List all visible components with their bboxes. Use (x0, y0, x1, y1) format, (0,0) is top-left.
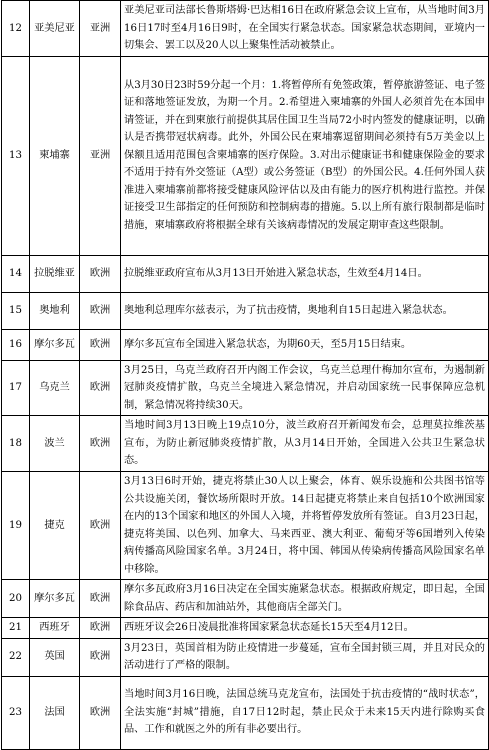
measure-detail: 西班牙议会26日凌晨批准将国家紧急状态延长15天至4月12日。 (121, 618, 489, 639)
table-row (2, 255, 489, 292)
row-number: 18 (2, 416, 30, 472)
region: 欧洲 (80, 360, 121, 416)
row-number: 19 (2, 472, 30, 580)
country-name: 摩尔多瓦 (30, 329, 80, 360)
country-measures-table (1, 0, 489, 750)
country-name: 法国 (30, 676, 80, 749)
measure-detail: 摩尔多瓦政府3月16日决定在全国实施紧急状态。根据政府规定，即日起，全国除食品店、药店和加油站外，其他商店全部关门。 (121, 580, 489, 618)
region: 欧洲 (80, 676, 121, 749)
country-name: 奥地利 (30, 292, 80, 329)
region: 欧洲 (80, 618, 121, 639)
region: 欧洲 (80, 580, 121, 618)
table-row (2, 676, 489, 749)
row-number: 16 (2, 329, 30, 360)
measure-detail: 3月25日，乌克兰政府召开内阁工作会议，乌克兰总理什梅加尔宣布，为遏制新冠肺炎疫情扩散，乌克兰全境进入紧急情况，并启动国家统一民事保障应急机制，紧急情况将持续30天。 (121, 360, 489, 416)
country-name: 波兰 (30, 416, 80, 472)
country-name: 西班牙 (30, 618, 80, 639)
measure-detail: 拉脱维亚政府宣布从3月13日开始进入紧急状态，生效至4月14日。 (121, 255, 489, 292)
table-row (2, 1, 489, 57)
table-row (2, 638, 489, 676)
measure-detail: 当地时间3月13日晚上19点10分，波兰政府召开新闻发布会，总理莫拉维茨基宣布，为防止新冠肺炎疫情扩散，从3月14日开始，全国进入公共卫生紧急状态。 (121, 416, 489, 472)
row-number: 15 (2, 292, 30, 329)
measure-detail: 当地时间3月16日晚，法国总统马克龙宣布，法国处于抗击疫情的“战时状态”，全法实施“封城”措施，自17日12时起，禁止民众于未来15天内进行除购买食品、工作和就医之外的所有非必要出行。 (121, 676, 489, 749)
table-row (2, 472, 489, 580)
table-row (2, 329, 489, 360)
row-number: 12 (2, 1, 30, 57)
country-name: 亚美尼亚 (30, 1, 80, 57)
measure-detail: 摩尔多瓦宣布全国进入紧急状态，为期60天，至5月15日结束。 (121, 329, 489, 360)
row-number: 20 (2, 580, 30, 618)
row-number: 17 (2, 360, 30, 416)
table-row (2, 56, 489, 255)
region: 亚洲 (80, 1, 121, 57)
measure-detail: 从3月30日23时59分起一个月：1.将暂停所有免签政策，暂停旅游签证、电子签证和落地签证发放，为期一个月。2.希望进入柬埔寨的外国人必须首先在本国申请签证，并在到柬旅行前提供其居住国卫生当局72小时内签发的健康证明，以确认是否携带冠状病毒。此外，外国公民在柬埔寨逗留期间必须持有5万美金以上保额且适用范围包含柬埔寨的医疗保险。3.对出示健康证书和健康保险金的要求不适用于持有外交签证（A型）或公务签证（B型）的外国公民。4.任何外国人获准进入柬埔寨前都将接受健康风险评估以及由有能力的医疗机构进行监控。并保证接受卫生部指定的任何预防和控制病毒的措施。5.以上所有旅行限制都是临时措施，柬埔寨政府将根据全球有关该病毒情况的发展定期审查这些限制。 (121, 56, 489, 255)
region: 亚洲 (80, 56, 121, 255)
row-number: 13 (2, 56, 30, 255)
row-number: 21 (2, 618, 30, 639)
region: 欧洲 (80, 292, 121, 329)
country-name: 捷克 (30, 472, 80, 580)
region: 欧洲 (80, 638, 121, 676)
measure-detail: 奥地利总理库尔兹表示，为了抗击疫情，奥地利自15日起进入紧急状态。 (121, 292, 489, 329)
country-name: 摩尔多瓦 (30, 580, 80, 618)
region: 欧洲 (80, 416, 121, 472)
region: 欧洲 (80, 329, 121, 360)
measure-detail: 3月13日6时开始，捷克将禁止30人以上聚会，体育、娱乐设施和公共图书馆等公共设施关闭，餐饮场所限时开放。14日起捷克将禁止来自包括10个欧洲国家在内的13个国家和地区的外国人入境，并将暂停发放所有签证。自3月23日起，捷克将美国、以色列、加拿大、马来西亚、澳大利亚、葡萄牙等6国增列入传染病传播高风险国家名单。3月24日，将中国、韩国从传染病传播高风险国家名单中移除。 (121, 472, 489, 580)
country-name: 柬埔寨 (30, 56, 80, 255)
country-name: 拉脱维亚 (30, 255, 80, 292)
country-name: 英国 (30, 638, 80, 676)
measure-detail: 3月23日，英国首相为防止疫情进一步蔓延，宣布全国封锁三周，并且对民众的活动进行了严格的限制。 (121, 638, 489, 676)
table-row (2, 292, 489, 329)
country-name: 乌克兰 (30, 360, 80, 416)
region: 欧洲 (80, 472, 121, 580)
measure-detail: 亚美尼亚司法部长鲁斯塔姆·巴达相16日在政府紧急会议上宣布，从当地时间3月16日17时至4月16日9时，在全国实行紧急状态。国家紧急状态期间，亚境内一切集会、罢工以及20人以上聚集性活动被禁止。 (121, 1, 489, 57)
row-number: 23 (2, 676, 30, 749)
row-number: 22 (2, 638, 30, 676)
row-number: 14 (2, 255, 30, 292)
table-row (2, 618, 489, 639)
table-row (2, 416, 489, 472)
table-row (2, 580, 489, 618)
region: 欧洲 (80, 255, 121, 292)
table-row (2, 360, 489, 416)
